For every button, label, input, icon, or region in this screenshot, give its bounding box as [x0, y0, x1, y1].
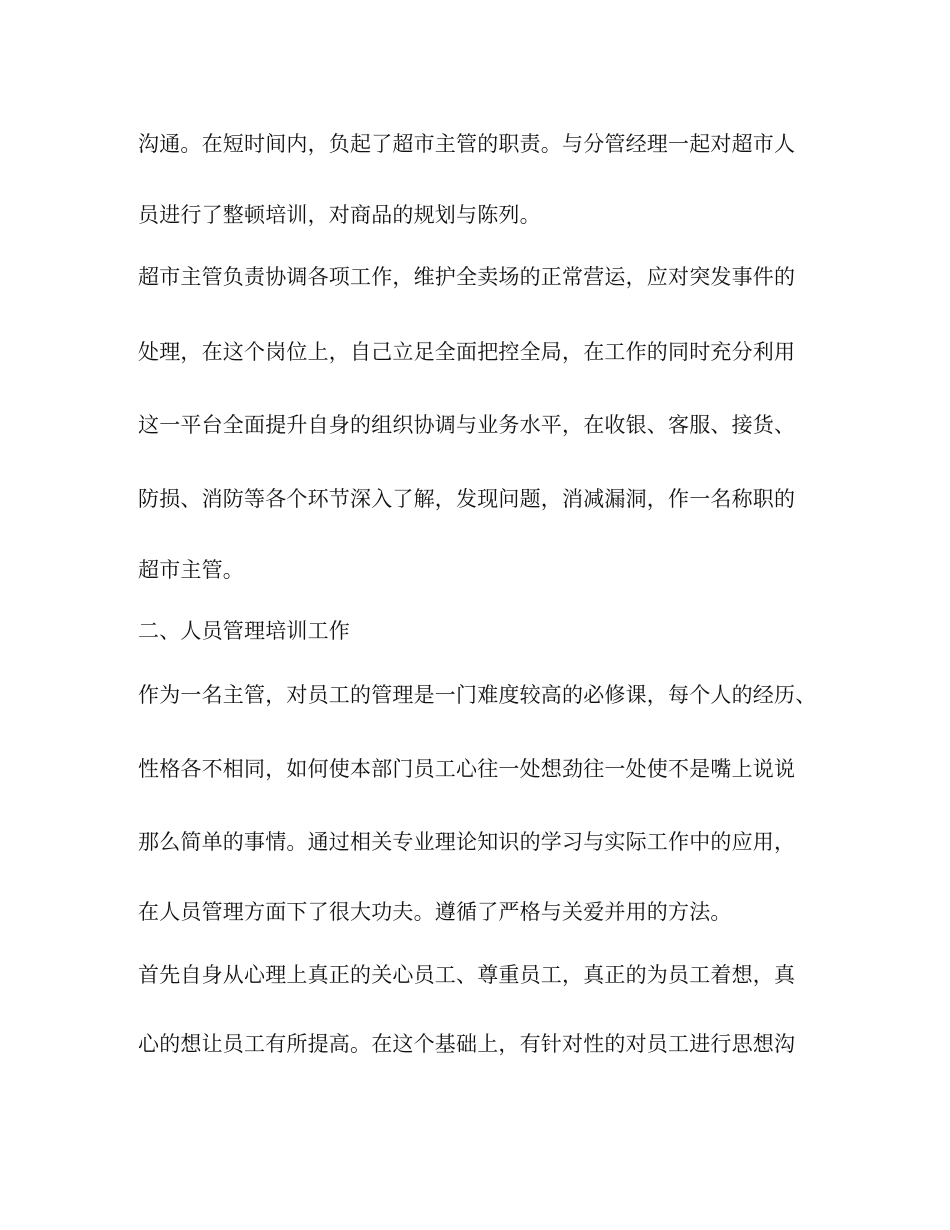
text-line: 沟通。在短时间内，负起了超市主管的职责。与分管经理一起对超市人: [138, 132, 796, 156]
text-line: 作为一名主管，对员工的管理是一门难度较高的必修课，每个人的经历、: [138, 683, 817, 707]
text-line: 这一平台全面提升自身的组织协调与业务水平，在收银、客服、接货、: [138, 413, 796, 437]
text-line: 员进行了整顿培训，对商品的规划与陈列。: [138, 203, 541, 227]
text-line: 处理，在这个岗位上，自己立足全面把控全局，在工作的同时充分利用: [138, 340, 796, 364]
text-line: 心的想让员工有所提高。在这个基础上，有针对性的对员工进行思想沟: [138, 1032, 796, 1056]
text-line: 那么简单的事情。通过相关专业理论知识的学习与实际工作中的应用，: [138, 830, 796, 854]
text-line: 超市主管。: [138, 558, 244, 582]
text-line: 防损、消防等各个环节深入了解，发现问题，消减漏洞，作一名称职的: [138, 487, 796, 511]
text-line: 在人员管理方面下了很大功夫。遵循了严格与关爱并用的方法。: [138, 900, 732, 924]
text-line: 性格各不相同，如何使本部门员工心往一处想劲往一处使不是嘴上说说: [138, 757, 796, 781]
section-heading: 二、人员管理培训工作: [138, 619, 350, 643]
text-line: 超市主管负责协调各项工作，维护全卖场的正常营运，应对突发事件的: [138, 265, 796, 289]
text-line: 首先自身从心理上真正的关心员工、尊重员工，真正的为员工着想，真: [138, 963, 796, 987]
